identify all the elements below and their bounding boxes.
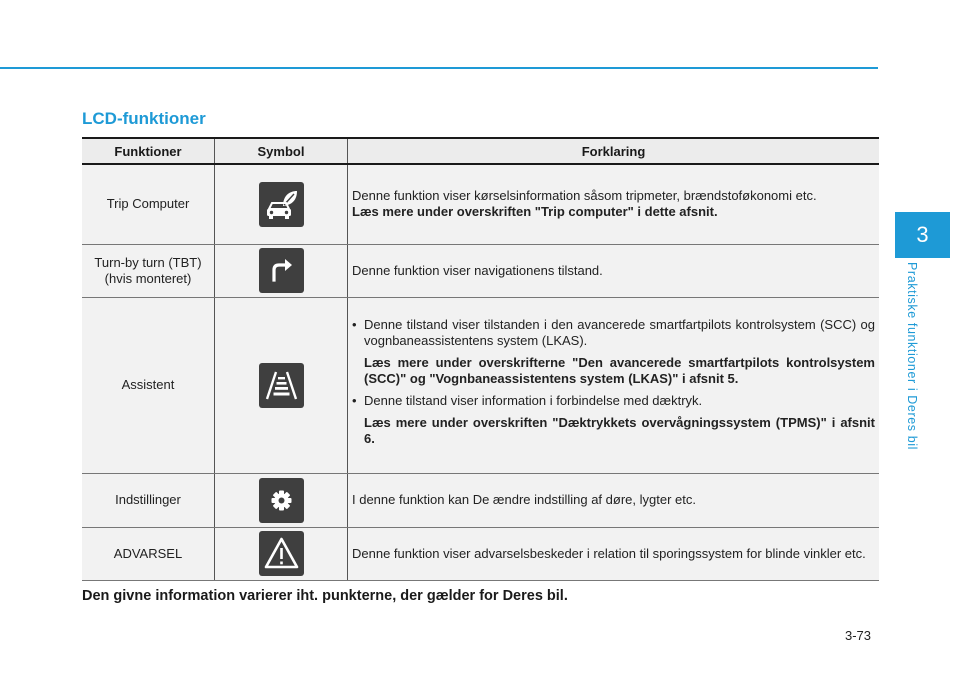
header-symbol: Symbol (215, 138, 348, 164)
page-number: 3-73 (845, 628, 872, 643)
explanation-cell (348, 297, 880, 473)
chapter-label: Praktiske funktioner i Deres bil (905, 262, 919, 451)
turn-arrow-icon (259, 248, 304, 293)
symbol-cell (215, 297, 348, 473)
lane-assist-icon (259, 363, 304, 408)
explanation-text: Denne funktion viser kørselsinformation såsom tripmeter, brændstoføkonomi etc. (352, 188, 817, 204)
explanation-reference: Læs mere under overskriften "Trip computer" i dette afsnit. (352, 204, 718, 220)
table-row (82, 164, 879, 244)
explanation-text: Denne funktion viser advarselsbeskeder i relation til sporingssystem for blinde vinkler etc. (348, 527, 880, 580)
function-name: Trip Computer (82, 164, 215, 244)
function-name: ADVARSEL (82, 527, 215, 580)
function-name-line2: (hvis monteret) (104, 270, 192, 286)
gear-icon (259, 478, 304, 523)
section-title: LCD-funktioner (82, 109, 206, 128)
table-row (82, 473, 879, 527)
header-explanation: Forklaring (348, 138, 880, 164)
table-header-row (82, 138, 879, 164)
list-item-reference: Læs mere under overskriften "Dæktrykkets overvågningssystem (TPMS)" i afsnit 6. (364, 415, 875, 446)
explanation-text: I denne funktion kan De ændre indstilling af døre, lygter etc. (348, 473, 880, 527)
table-row (82, 244, 879, 297)
explanation-text: Denne funktion viser navigationens tilstand. (348, 244, 880, 297)
table-row (82, 527, 879, 580)
symbol-cell (215, 164, 348, 244)
symbol-cell (215, 244, 348, 297)
functions-table (82, 137, 879, 581)
warning-icon (259, 531, 304, 576)
table-row (82, 297, 879, 473)
function-name (82, 244, 215, 297)
top-rule (0, 67, 878, 69)
symbol-cell (215, 473, 348, 527)
trip-computer-icon (259, 182, 304, 227)
chapter-tab: 3 (895, 212, 950, 258)
explanation-cell (348, 164, 880, 244)
function-name: Indstillinger (82, 473, 215, 527)
header-functions: Funktioner (82, 138, 215, 164)
symbol-cell (215, 527, 348, 580)
explanation-list (352, 317, 875, 447)
list-item-reference: Læs mere under overskrifterne "Den avancerede smartfartpilots kontrolsystem (SCC)" og "Vognbaneassistentens system (LKAS)" i afsnit 5. (364, 355, 875, 386)
function-name: Assistent (82, 297, 215, 473)
list-item: • Denne tilstand viser information i forbindelse med dæktryk. (352, 393, 875, 409)
footnote: Den givne information varierer iht. punkterne, der gælder for Deres bil. (82, 588, 568, 604)
list-item: • Denne tilstand viser tilstanden i den avancerede smartfartpilots kontrolsystem (SCC) og vognbaneassistentens system (LKAS). (352, 317, 875, 349)
function-name-line1: Turn-by turn (TBT) (94, 254, 202, 270)
